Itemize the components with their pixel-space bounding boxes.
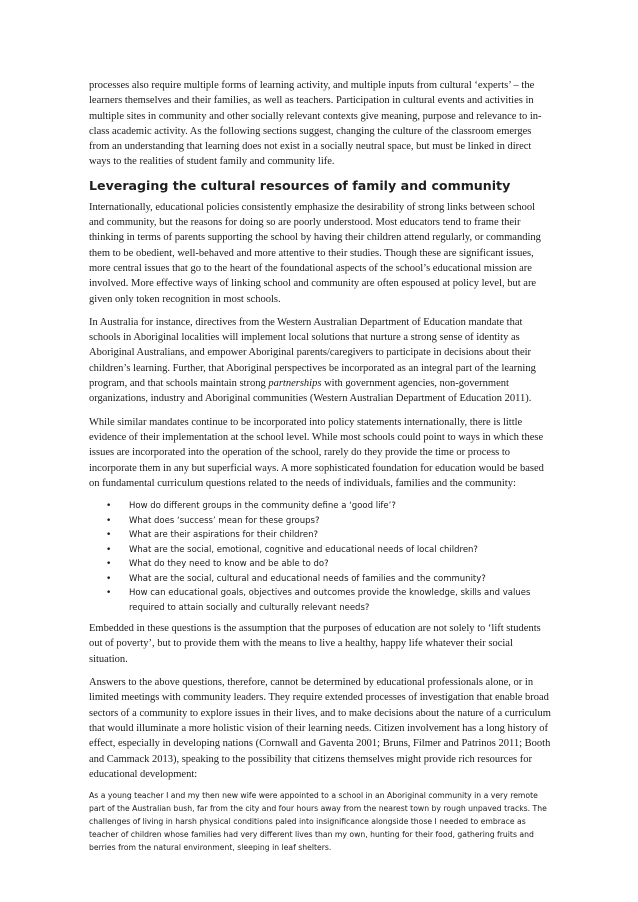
list-item	[89, 557, 551, 572]
curriculum-questions-list	[89, 499, 551, 615]
bullet-icon: •	[106, 501, 112, 512]
question-text: What do they need to know and be able to do?	[129, 559, 329, 570]
paragraph-australia-text-b: with government agencies, non-government organizations, industry and Aboriginal communities (Western Australian Department of Education 2011).	[89, 378, 532, 405]
bullet-icon: •	[106, 588, 112, 599]
paragraph-answers: Answers to the above questions, therefore, cannot be determined by educational professionals alone, or in limited meetings with community leaders. They require extended processes of investigation that enable broad sectors of a community to explore issues in their lives, and to make decisions about the nature of a curriculum that would illuminate a more holistic vision of their learning needs. Citizen involvement has a long history of effect, especially in developing nations (Cornwall and Gaventa 2001; Bruns, Filmer and Patrinos 2011; Booth and Cammack 2013), speaking to the possibility that citizens themselves might provide rich resources for educational development:	[89, 677, 551, 780]
bullet-icon: •	[106, 559, 112, 570]
question-text: How do different groups in the community define a ‘good life’?	[129, 501, 396, 512]
list-item	[89, 543, 551, 558]
question-text: What does ‘success’ mean for these groups?	[129, 515, 320, 526]
paragraph-mandates: While similar mandates continue to be incorporated into policy statements internationally, there is little evidence of their implementation at the school level. While most schools could point to ways in which these issues are incorporated into the operation of the school, rarely do they provide the time or process to incorporate them in any but superficial ways. A more sophisticated foundation for education would be based on fundamental curriculum questions related to the needs of individuals, families and the community:	[89, 416, 544, 489]
paragraph-intro: processes also require multiple forms of learning activity, and multiple inputs from cultural ‘experts’ – the learners themselves and their families, as well as teachers. Participation in cultural events and activities in multiple sites in community and other socially relevant contexts give meaning, purpose and relevance to in-class academic activity. As the following sections suggest, changing the culture of the classroom emerges from an understanding that learning does not exist in a socially neutral space, but must be linked in direct ways to the realities of student family and community life.	[89, 80, 542, 168]
paragraph-australia-text-a: In Australia for instance, directives from the Western Australian Department of Education mandate that schools in Aboriginal localities will implement local solutions that nurture a strong sense of identity as Aboriginal Australians, and empower Aboriginal parents/caregivers to participate in decisions about their children’s learning. Further, that Aboriginal perspectives be incorporated as an integral part of the learning program, and that schools maintain strong	[89, 316, 536, 390]
list-item	[89, 499, 551, 514]
list-item	[89, 572, 551, 587]
partnerships-emphasis: partnerships	[268, 378, 322, 390]
bullet-icon: •	[106, 515, 112, 526]
question-text: What are their aspirations for their children?	[129, 530, 319, 541]
paragraph-embedded: Embedded in these questions is the assumption that the purposes of education are not solely to ‘lift students out of poverty’, but to provide them with the means to live a healthy, happy life whatever their social situation.	[89, 623, 541, 665]
question-text: How can educational goals, objectives and outcomes provide the knowledge, skills and values required to attain socially and culturally relevant needs?	[129, 588, 531, 613]
document-page	[89, 78, 551, 855]
block-quote: As a young teacher I and my then new wife were appointed to a school in an Aboriginal community in a very remote part of the Australian bush, far from the city and four hours away from the nearest town by rough unpaved tracks. The challenges of living in harsh physical conditions paled into insignificance alongside those I needed to embrace as teacher of children whose families had very different lives than my own, hunting for their food, gathering fruits and berries from the natural environment, sleeping in leaf shelters.	[89, 791, 547, 852]
paragraph-internationally: Internationally, educational policies consistently emphasize the desirability of strong links between school and community, but the reasons for doing so are poorly understood. Most educators tend to frame their thinking in terms of parents supporting the school by having their children attend regularly, or commanding them to be obedient, well-behaved and more attentive to their studies. Though these are significant issues, more central issues that go to the heart of the foundational aspects of the school’s educational mission are involved. More effective ways of linking school and community are often espoused at policy level, but are given only token recognition in most schools.	[89, 201, 541, 305]
question-text: What are the social, emotional, cognitive and educational needs of local children?	[129, 544, 478, 555]
list-item	[89, 514, 551, 529]
bullet-icon: •	[106, 573, 112, 584]
question-text: What are the social, cultural and educational needs of families and the community?	[129, 573, 486, 584]
list-item	[89, 528, 551, 543]
section-heading: Leveraging the cultural resources of family and community	[89, 177, 511, 193]
bullet-icon: •	[106, 530, 112, 541]
list-item	[89, 586, 551, 615]
paragraph-australia	[89, 315, 551, 407]
bullet-icon: •	[106, 544, 112, 555]
